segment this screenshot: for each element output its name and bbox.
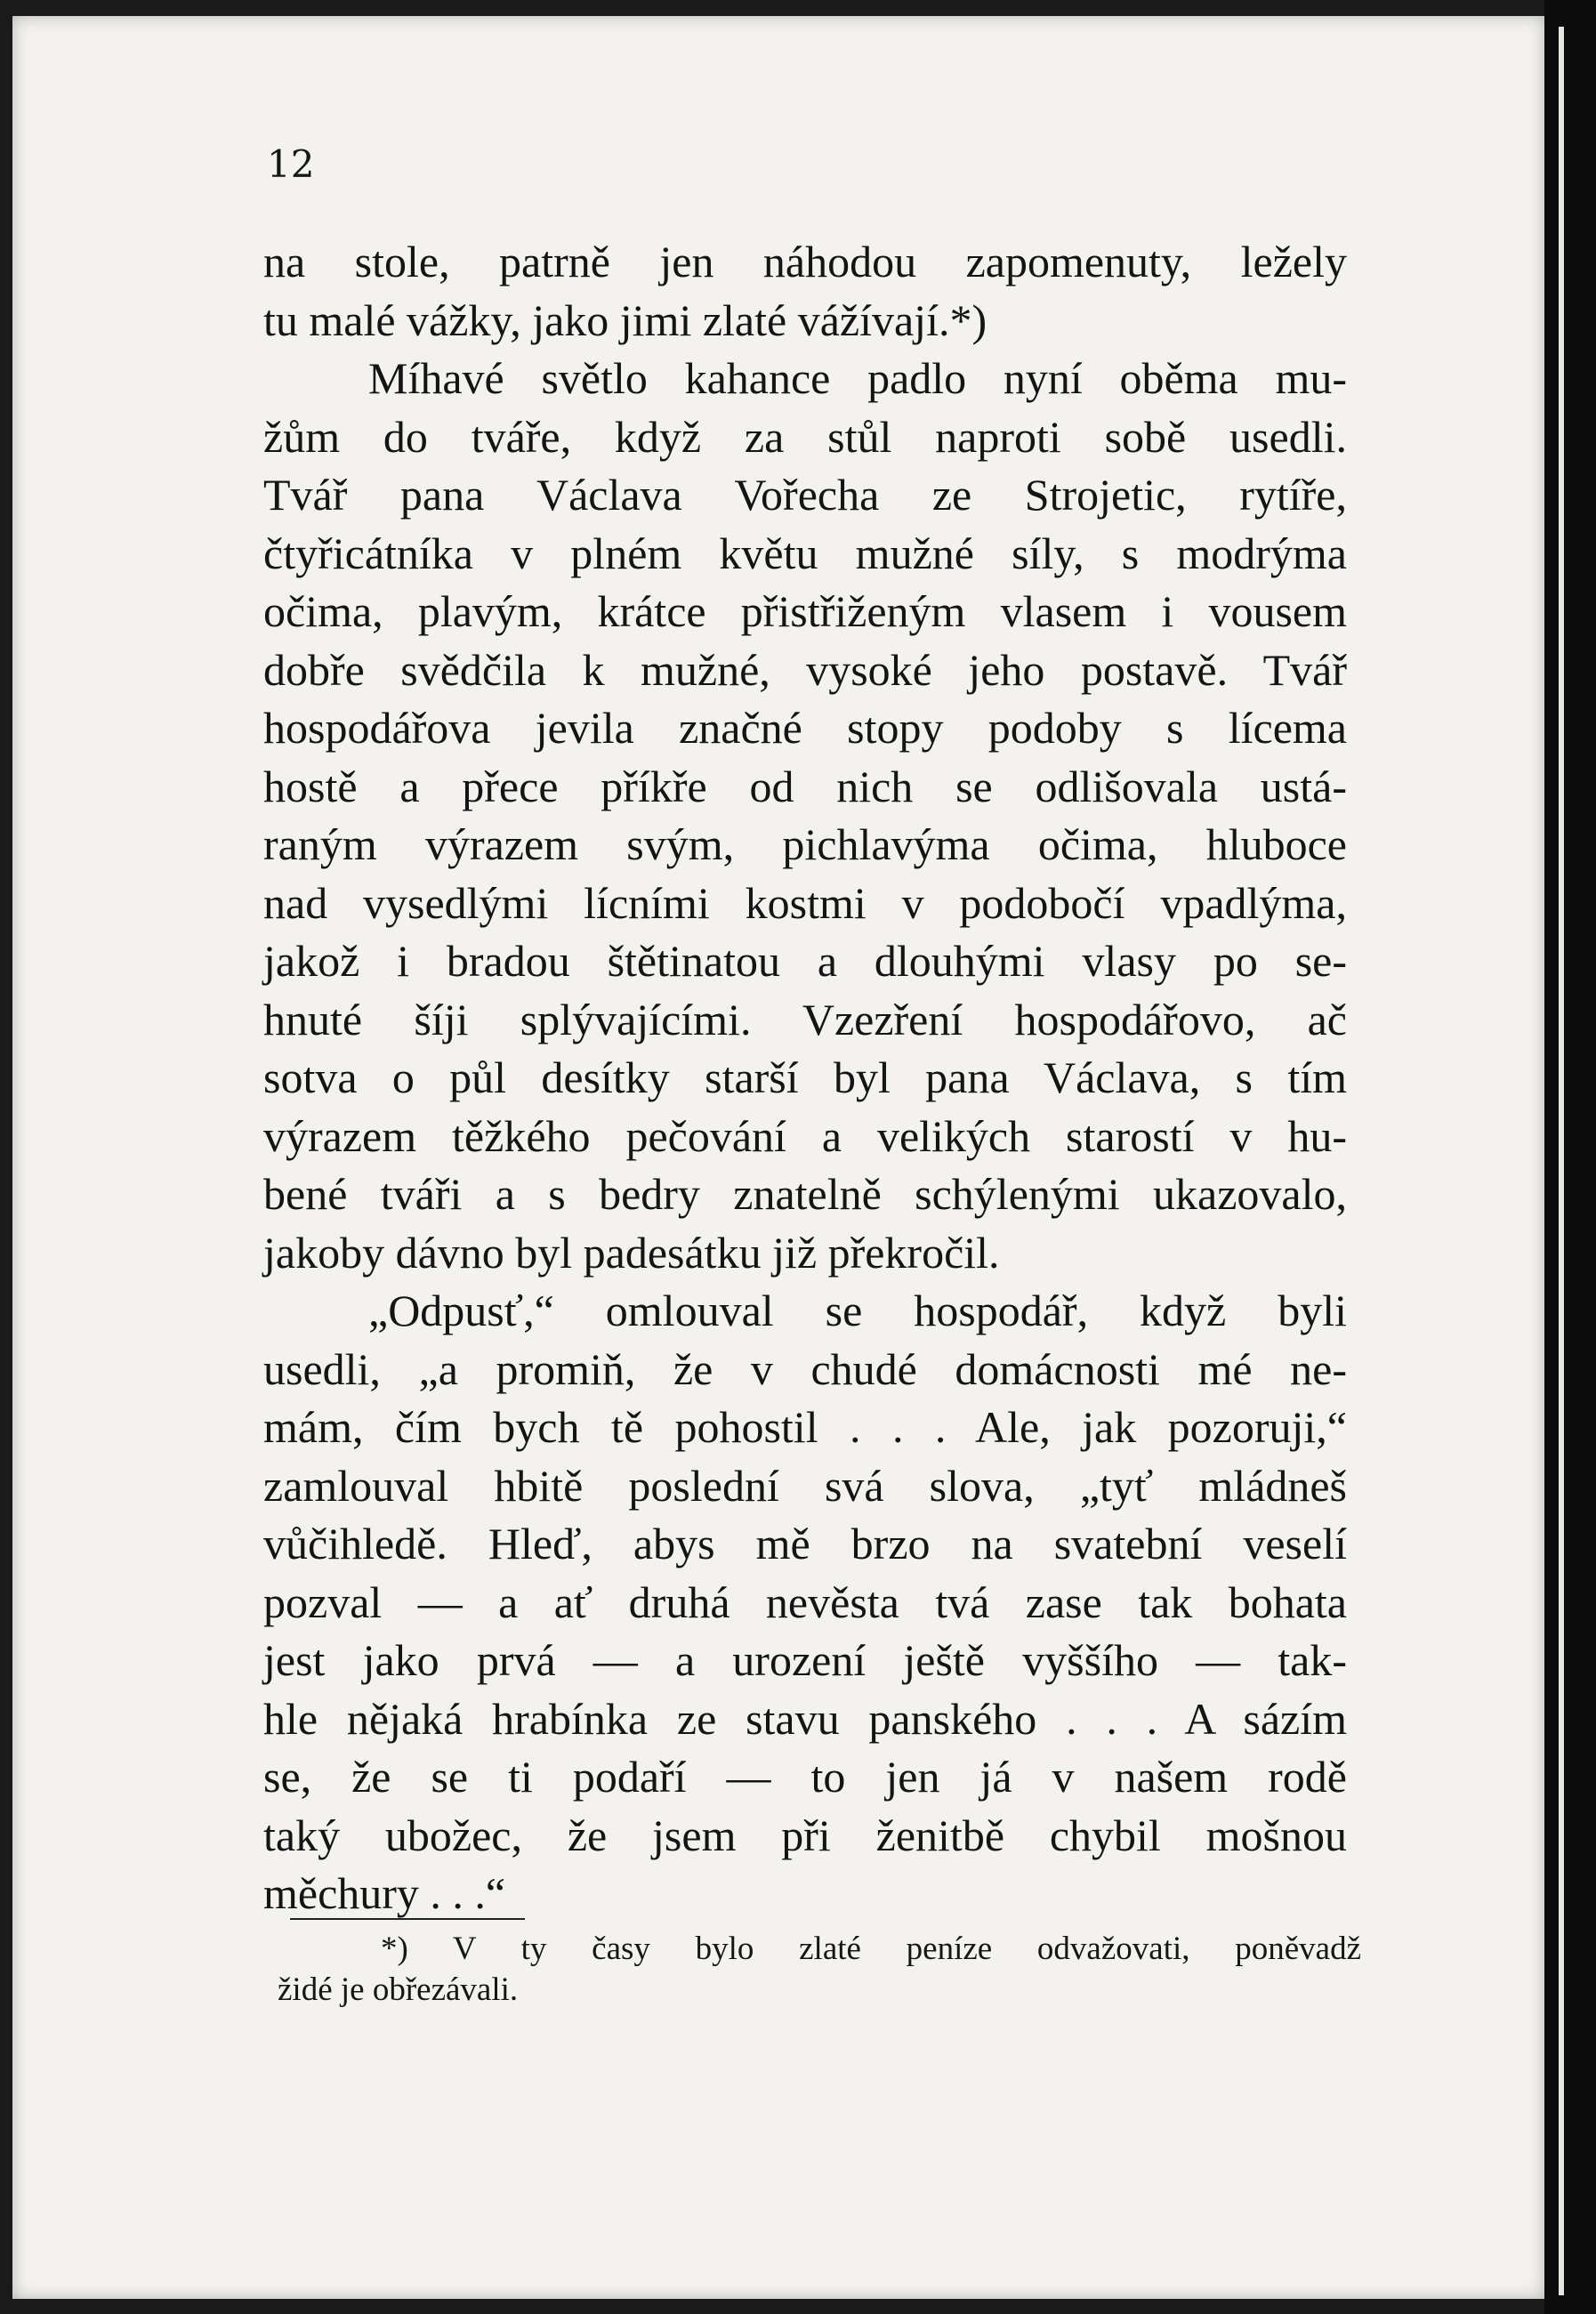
text-line: hnuté šíji splývajícími. Vzezření hospodářovo, ač bbox=[263, 994, 1347, 1044]
text-line: „Odpusť,“ omlouval se hospodář, když byli bbox=[368, 1286, 1347, 1335]
text-line: bené tváři a s bedry znatelně schýlenými ukazovalo, bbox=[263, 1169, 1347, 1219]
text-line: nad vysedlými lícními kostmi v podobočí vpadlýma, bbox=[263, 877, 1347, 928]
footnote bbox=[278, 1929, 1361, 2011]
text-line: raným výrazem svým, pichlavýma očima, hluboce bbox=[263, 819, 1347, 869]
text-line: měchury . . .“ bbox=[263, 1868, 506, 1918]
text-line: vůčihledě. Hleď, abys mě brzo na svatební veselí bbox=[263, 1519, 1347, 1568]
text-line: hostě a přece příkře od nich se odlišovala ustá- bbox=[263, 761, 1347, 811]
text-line: žům do tváře, když za stůl naproti sobě usedli. bbox=[263, 411, 1347, 462]
footnote-line: *) V ty časy bylo zlaté peníze odvažovati, poněvadž bbox=[381, 1931, 1361, 1967]
text-line: Míhavé světlo kahance padlo nyní oběma mu- bbox=[368, 353, 1347, 403]
footnote-divider bbox=[290, 1918, 525, 1920]
body-text bbox=[263, 233, 1347, 1923]
text-line: jest jako prvá — a urození ještě vyššího — tak- bbox=[263, 1635, 1347, 1685]
page-number: 12 bbox=[267, 142, 315, 186]
text-line: sotva o půl desítky starší byl pana Václava, s tím bbox=[263, 1052, 1347, 1102]
text-line: na stole, patrně jen náhodou zapomenuty, ležely bbox=[263, 237, 1347, 286]
text-line: jakoby dávno byl padesátku již překročil. bbox=[263, 1227, 1000, 1278]
text-line: mám, čím bych tě pohostil . . . Ale, jak pozoruji,“ bbox=[263, 1402, 1347, 1452]
scan-right-edge bbox=[1544, 0, 1596, 2314]
text-line: hle nějaká hrabínka ze stavu panského . . . A sázím bbox=[263, 1693, 1347, 1744]
scan-edge-line bbox=[1559, 27, 1564, 2295]
text-line: čtyřicátníka v plném květu mužné síly, s modrýma bbox=[263, 528, 1347, 578]
text-line: usedli, „a promiň, že v chudé domácnosti mé ne- bbox=[263, 1343, 1347, 1394]
text-line: tu malé vážky, jako jimi zlaté vážívají.*) bbox=[263, 294, 987, 345]
footnote-line: židé je obřezávali. bbox=[278, 1971, 519, 2008]
text-line: taký ubožec, že jsem při ženitbě chybil mošnou bbox=[263, 1810, 1347, 1860]
text-line: zamlouval hbitě poslední svá slova, „tyť mládneš bbox=[263, 1460, 1347, 1511]
text-line: výrazem těžkého pečování a velikých starostí v hu- bbox=[263, 1110, 1347, 1161]
text-line: Tvář pana Václava Vořecha ze Strojetic, rytíře, bbox=[263, 470, 1347, 520]
text-line: pozval — a ať druhá nevěsta tvá zase tak bohata bbox=[263, 1576, 1347, 1627]
text-line: hospodářova jevila značné stopy podoby s lícema bbox=[263, 703, 1347, 753]
text-line: dobře svědčila k mužné, vysoké jeho postavě. Tvář bbox=[263, 644, 1347, 695]
text-line: jakož i bradou štětinatou a dlouhými vlasy po se- bbox=[263, 936, 1347, 986]
text-line: se, že se ti podaří — to jen já v našem rodě bbox=[263, 1752, 1347, 1802]
text-line: očima, plavým, krátce přistřiženým vlasem i vousem bbox=[263, 586, 1347, 636]
